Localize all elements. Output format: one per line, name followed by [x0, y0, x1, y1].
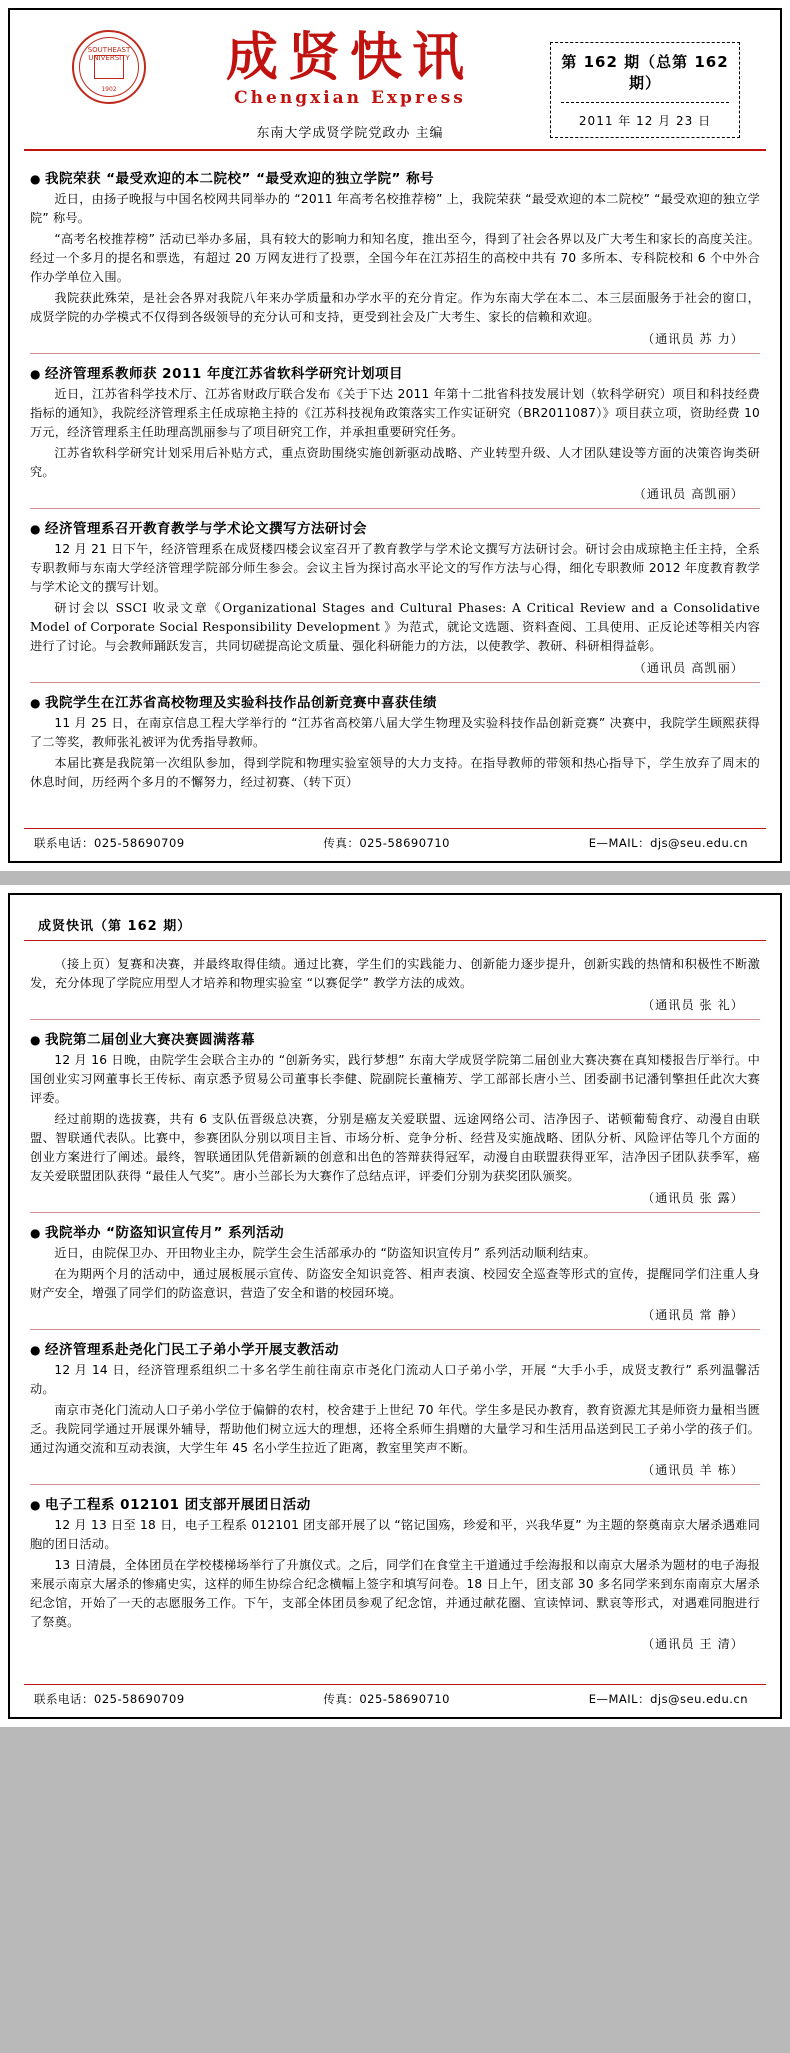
article-byline: （通讯员 高凯丽） — [633, 661, 744, 675]
article-title: 我院第二届创业大赛决赛圆满落幕 — [44, 1032, 255, 1048]
masthead-editor: 东南大学成贤学院党政办 主编 — [256, 126, 444, 141]
issue-box — [550, 42, 740, 138]
article-title: 经济管理系召开教育教学与学术论文撰写方法研讨会 — [44, 521, 367, 537]
section-divider — [30, 353, 760, 354]
bullet-icon: ● — [30, 367, 41, 381]
page-1 — [0, 0, 790, 871]
article-byline: （通讯员 王 清） — [641, 1637, 744, 1651]
bullet-icon: ● — [30, 1033, 41, 1047]
page-gap — [0, 871, 790, 885]
page1-footer — [24, 829, 766, 853]
issue-number: 第 162 期（总第 162 期） — [561, 53, 729, 92]
article-paragraph: “高考名校推荐榜” 活动已举办多届，具有较大的影响力和知名度，推出至今，得到了社会各界以及广大考生和家长的高度关注。经过一个多月的提名和票选，有超过 20 万网友进行了投票，全国今年在江苏招生的高校中共有 70 多所本、专科院校和 6 个中外合作办学单位入围。 — [30, 232, 760, 284]
article-byline: （通讯员 高凯丽） — [633, 487, 744, 501]
article-paragraph: 近日，由院保卫办、开田物业主办，院学生会生活部承办的 “防盗知识宣传月” 系列活动顺利结束。 — [54, 1246, 596, 1260]
section-divider — [30, 1212, 760, 1213]
footer-fax: 传真：025-58690710 — [323, 836, 450, 850]
article-paragraph: 12 月 21 日下午，经济管理系在成贤楼四楼会议室召开了教育教学与学术论文撰写方法研讨会。研讨会由成琼艳主任主持，全系专职教师与东南大学经济管理学院部分师生参会。会议主旨为探讨高水平论文的写作方法与心得，细化专职教师 2012 年度教育教学与学术论文的撰写计划。 — [30, 542, 760, 594]
article-heading — [30, 1028, 760, 1048]
bullet-icon: ● — [30, 696, 41, 710]
section-divider — [30, 1329, 760, 1330]
article-paragraph: 11 月 25 日，在南京信息工程大学举行的 “江苏省高校第八届大学生物理及实验科技作品创新竞赛” 决赛中，我院学生顾熙获得了二等奖，教师张礼被评为优秀指导教师。 — [30, 716, 760, 749]
article-paragraph: 江苏省软科学研究计划采用后补贴方式，重点资助围绕实施创新驱动战略、产业转型升级、人才团队建设等方面的决策咨询类研究。 — [30, 446, 760, 479]
masthead-title-cn: 成贤快讯 — [225, 27, 474, 88]
bullet-icon: ● — [30, 172, 41, 186]
article-paragraph: 近日，由扬子晚报与中国名校网共同举办的 “2011 年高考名校推荐榜” 上，我院荣获 “最受欢迎的本二院校” “最受欢迎的独立学院” 称号。 — [30, 192, 760, 225]
article-paragraph: 13 日清晨，全体团员在学校楼梯场举行了升旗仪式。之后，同学们在食堂主干道通过手绘海报和以南京大屠杀为题材的电子海报来展示南京大屠杀的惨痛史实，这样的师生协综合纪念横幅上签字和填写问卷。18 日上午，团支部 30 多名同学来到东南南京大屠杀纪念馆，开始了一天的志愿服务工作。下午，支部全体团员参观了纪念馆，并通过献花圈、宣读悼词、默哀等形式，对遇难同胞进行了祭奠。 — [30, 1558, 760, 1629]
bullet-icon: ● — [30, 1343, 41, 1357]
article-heading — [30, 1221, 760, 1241]
article-title: 我院举办 “防盗知识宣传月” 系列活动 — [44, 1225, 285, 1241]
continued-paragraph: （接上页）复赛和决赛，并最终取得佳绩。通过比赛，学生们的实践能力、创新能力逐步提升，创新实践的热情和积极性不断激发，充分体现了学院应用型人才培养和物理实验室 “以赛促学” 教学方法的成效。 — [30, 957, 760, 990]
article-heading — [30, 691, 760, 711]
issue-divider — [561, 102, 729, 103]
masthead — [24, 20, 766, 141]
article-paragraph: 12 月 13 日至 18 日，电子工程系 012101 团支部开展了以 “铭记国殇，珍爱和平，兴我华夏” 为主题的祭奠南京大屠杀遇难同胞的团日活动。 — [30, 1518, 760, 1551]
article-paragraph-quote: 研讨会以 SSCI 收录文章《Organizational Stages and Cultural Phases: A Critical Review and a Consolidative Model of Corporate Social Responsibility Development 》为范式，就论文选题、资料查阅、工具使用、正反论述等相关内容进行了讨论。与会教师踊跃发言，共同切磋提高论文质量、强化科研能力的方法，以使教学、教研、科研相得益彰。 — [30, 601, 760, 653]
page2-content — [24, 945, 766, 1652]
title-block — [146, 26, 550, 141]
article-byline: （通讯员 张 礼） — [641, 998, 744, 1012]
page-2 — [0, 885, 790, 1727]
article-paragraph: 本届比赛是我院第一次组队参加，得到学院和物理实验室领导的大力支持。在指导教师的带领和热心指导下，学生放弃了周末的休息时间，历经两个多月的不懈努力，经过初赛、（转下页） — [30, 756, 760, 789]
article-paragraph: 我院获此殊荣，是社会各界对我院八年来办学质量和办学水平的充分肯定。作为东南大学在本二、本三层面服务于社会的窗口，成贤学院的办学模式不仅得到各级领导的充分认可和支持，更受到社会及广大考生、家长的信赖和欢迎。 — [30, 291, 760, 324]
article-byline: （通讯员 常 静） — [641, 1308, 744, 1322]
page1-content — [24, 151, 766, 792]
article-byline: （通讯员 张 露） — [641, 1191, 744, 1205]
bullet-icon: ● — [30, 1498, 41, 1512]
article-title: 经济管理系赴尧化门民工子弟小学开展支教活动 — [44, 1342, 339, 1358]
page2-running-header: 成贤快讯（第 162 期） — [38, 919, 192, 934]
masthead-title-en: Chengxian Express — [234, 88, 466, 108]
article-title: 电子工程系 012101 团支部开展团日活动 — [44, 1497, 311, 1513]
article-paragraph: 12 月 14 日，经济管理系组织二十多名学生前往南京市尧化门流动人口子弟小学，开展 “大手小手，成贤支教行” 系列温馨活动。 — [30, 1363, 760, 1396]
footer-phone: 联系电话：025-58690709 — [34, 1692, 185, 1706]
article-paragraph: 经过前期的选拔赛，共有 6 支队伍晋级总决赛，分别是癌友关爱联盟、远途网络公司、洁净因子、诺顿葡萄食疗、动漫自由联盟、智联通代表队。比赛中，参赛团队分别以项目主旨、市场分析、竞争分析、经营及实施战略、团队分析、风险评估等几个方面的创业方案进行了阐述。最终，智联通团队凭借新颖的创意和出色的答辩获得冠军，动漫自由联盟获得亚军，洁净因子团队获季军，癌友关爱联盟团队获得 “最佳人气奖”。唐小兰部长为大赛作了总结点评，评委们分别为获奖团队颁奖。 — [30, 1112, 760, 1183]
article-heading — [30, 517, 760, 537]
article-paragraph: 在为期两个月的活动中，通过展板展示宣传、防盗安全知识竞答、相声表演、校园安全巡查等形式的宣传，提醒同学们注重人身财产安全，增强了同学们的防盗意识，营造了安全和谐的校园环境。 — [30, 1267, 760, 1300]
footer-fax: 传真：025-58690710 — [323, 1692, 450, 1706]
article-title: 经济管理系教师获 2011 年度江苏省软科学研究计划项目 — [44, 366, 403, 382]
issue-date: 2011 年 12 月 23 日 — [578, 114, 712, 128]
article-paragraph: 近日，江苏省科学技术厅、江苏省财政厅联合发布《关于下达 2011 年第十二批省科技发展计划（软科学研究）项目和科技经费指标的通知》，我院经济管理系主任成琼艳主持的《江苏科技视角政策落实工作实证研究（BR2011087）》项目获立项，资助经费 10 万元，经济管理系主任助理高凯丽参与了项目研究工作，并承担重要研究任务。 — [30, 387, 760, 439]
article-paragraph: 南京市尧化门流动人口子弟小学位于偏僻的农村，校舍建于上世纪 70 年代。学生多是民办教育，教育资源尤其是师资力量相当匮乏。我院同学通过开展课外辅导，帮助他们树立远大的理想，还将全系师生捐赠的大量学习和生活用品送到民工子弟小学的孩子们。通过沟通交流和互动表演，大学生年 45 名小学生拉近了距离，教室里笑声不断。 — [30, 1403, 760, 1455]
bullet-icon: ● — [30, 522, 41, 536]
article-title: 我院学生在江苏省高校物理及实验科技作品创新竞赛中喜获佳绩 — [44, 695, 437, 711]
seal-center-mark — [94, 55, 124, 79]
section-divider — [30, 1019, 760, 1020]
article-title: 我院荣获 “最受欢迎的本二院校” “最受欢迎的独立学院” 称号 — [44, 171, 435, 187]
article-byline: （通讯员 苏 力） — [641, 332, 744, 346]
section-divider — [30, 682, 760, 683]
page2-footer — [24, 1685, 766, 1709]
section-divider — [30, 508, 760, 509]
footer-phone: 联系电话：025-58690709 — [34, 836, 185, 850]
page2-header-rule — [24, 940, 766, 941]
footer-email[interactable]: E—MAIL：djs@seu.edu.cn — [588, 836, 748, 850]
section-divider — [30, 1484, 760, 1485]
article-heading — [30, 1493, 760, 1513]
article-heading — [30, 167, 760, 187]
seal-bottom-text: 1902 — [101, 86, 117, 93]
bullet-icon: ● — [30, 1226, 41, 1240]
article-paragraph: 12 月 16 日晚，由院学生会联合主办的 “创新务实，践行梦想” 东南大学成贤学院第二届创业大赛决赛在真知楼报告厅举行。中国创业实习网董事长王传标、南京悉予贸易公司董事长李健、院副院长董楠芳、学工部部长唐小兰、团委副书记潘钊擎担任此次大赛评委。 — [30, 1053, 760, 1105]
footer-email[interactable]: E—MAIL：djs@seu.edu.cn — [588, 1692, 748, 1706]
article-heading — [30, 1338, 760, 1358]
article-heading — [30, 362, 760, 382]
seal-top-text: SOUTHEAST UNIVERSITY — [87, 46, 131, 62]
article-byline: （通讯员 羊 栋） — [641, 1463, 744, 1477]
university-seal-icon — [72, 30, 146, 104]
